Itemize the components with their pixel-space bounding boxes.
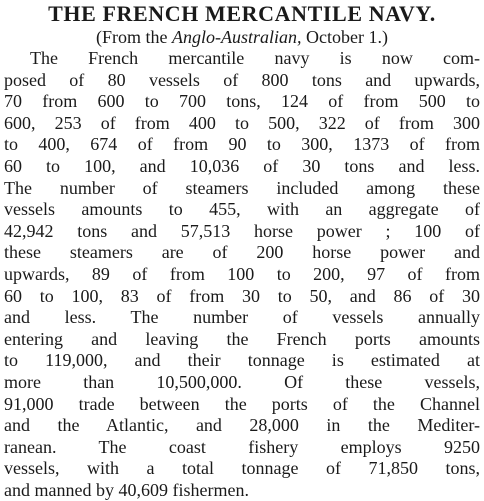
body-line: to 400, 674 of from 90 to 300, 1373 of from [4,134,480,155]
body-line: 42,942 tons and 57,513 horse power ; 100 of [4,220,480,241]
body-line: upwards, 89 of from 100 to 200, 97 of from [4,263,480,284]
article-body [4,48,480,501]
body-line: 91,000 trade between the ports of the Channel [4,393,480,414]
body-line: and the Atlantic, and 28,000 in the Mediter- [4,415,480,436]
source-publication: Anglo-Australian, [172,27,302,47]
body-line: 60 to 100, 83 of from 30 to 50, and 86 of 30 [4,285,480,306]
article-headline: THE FRENCH MERCANTILE NAVY. [48,1,436,26]
source-prefix: (From the [96,27,173,47]
body-line: ranean. The coast fishery employs 9250 [4,436,480,457]
body-line: more than 10,500,000. Of these vessels, [4,371,480,392]
newspaper-article [4,2,480,501]
body-line: entering and leaving the French ports amounts [4,328,480,349]
body-line: 70 from 600 to 700 tons, 124 of from 500 to [4,91,480,112]
article-source-line [4,26,480,48]
body-line: 600, 253 of from 400 to 500, 322 of from 300 [4,112,480,133]
body-line: 60 to 100, and 10,036 of 30 tons and less. [4,155,480,176]
body-line: to 119,000, and their tonnage is estimated at [4,350,480,371]
body-line: The number of steamers included among these [4,177,480,198]
source-suffix: October 1.) [301,27,388,47]
body-line: these steamers are of 200 horse power and [4,242,480,263]
body-line: vessels amounts to 455, with an aggregate of [4,199,480,220]
body-line: and manned by 40,609 fishermen. [4,479,249,500]
body-line: vessels, with a total tonnage of 71,850 tons, [4,458,480,479]
body-line: posed of 80 vessels of 800 tons and upwards, [4,69,480,90]
body-line: and less. The number of vessels annually [4,307,480,328]
body-line: The French mercantile navy is now com- [30,48,480,68]
